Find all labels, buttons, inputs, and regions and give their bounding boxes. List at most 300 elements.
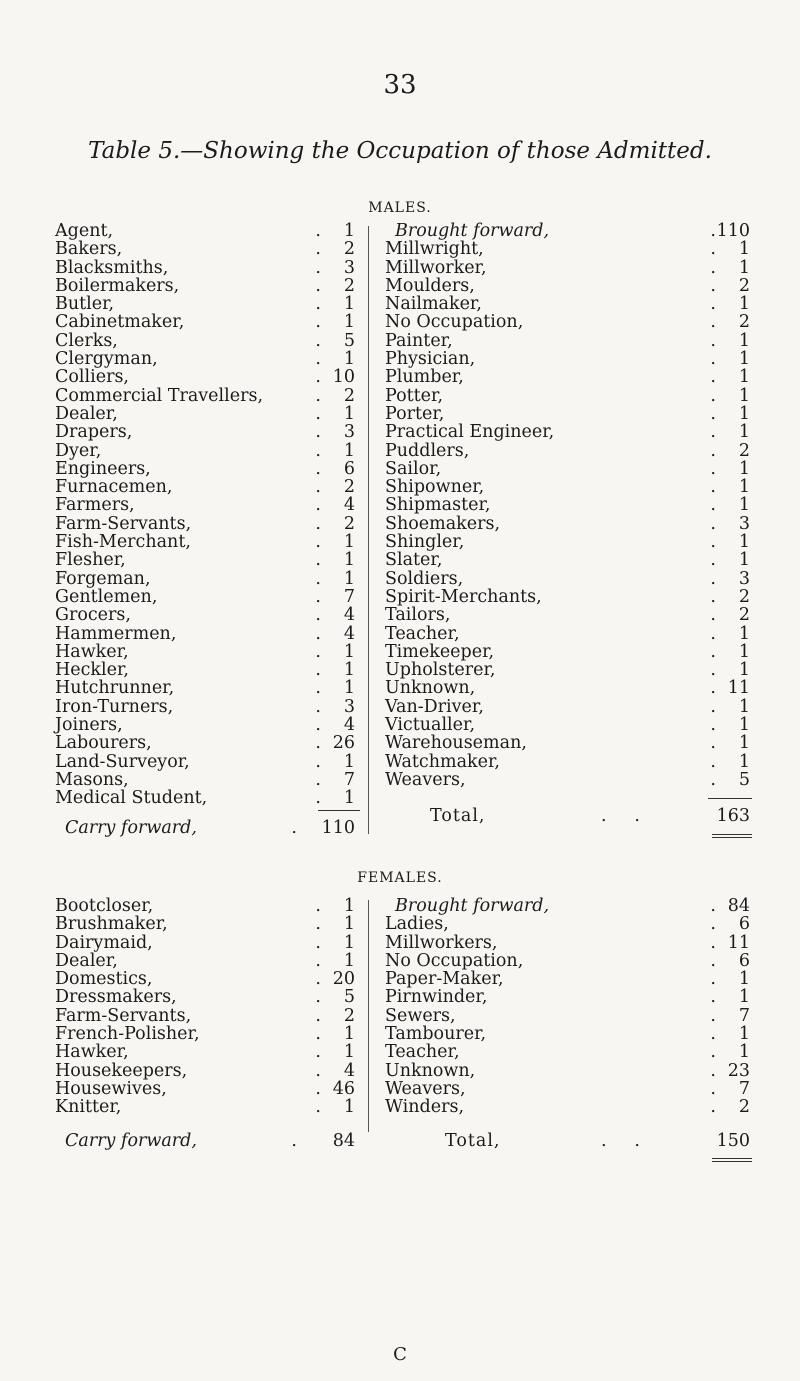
occupation-label: Weavers, (385, 769, 466, 790)
leader-dot: . (710, 422, 716, 443)
occupation-count: 3 (343, 257, 355, 278)
occupation-label: Hammermen, (55, 623, 177, 644)
table-row (55, 897, 355, 915)
leader-dot: . (315, 294, 321, 315)
occupation-label: Grocers, (55, 605, 131, 626)
occupation-count: 1 (343, 221, 355, 241)
occupation-label: Timekeeper, (385, 641, 495, 662)
occupation-count: 1 (738, 641, 750, 662)
table-row (385, 533, 750, 551)
table-row (385, 368, 750, 386)
occupation-label: Millwright, (385, 239, 484, 260)
occupation-label: Masons, (55, 769, 129, 790)
occupation-count: 4 (343, 623, 355, 644)
occupation-count: 1 (343, 641, 355, 662)
table-row (55, 570, 355, 588)
occupation-label: Shipmaster, (385, 495, 491, 516)
leader-dot: . (315, 550, 321, 571)
leader-dot: . (710, 1005, 716, 1026)
leader-dot: . (710, 678, 716, 699)
occupation-label: Clerks, (55, 330, 118, 351)
leader-dot: . (315, 513, 321, 534)
occupation-count: 11 (727, 932, 750, 953)
table-row (385, 934, 750, 952)
table-row (385, 240, 750, 258)
occupation-count: 5 (738, 769, 750, 790)
occupation-label: Dressmakers, (55, 987, 177, 1008)
occupation-label: Nailmaker, (385, 294, 482, 315)
leader-dot: . (710, 477, 716, 498)
table-row (385, 1080, 750, 1098)
leader-dot: . (315, 1078, 321, 1099)
table-row (385, 405, 750, 423)
females-total-label: Total, (445, 1131, 501, 1151)
males-carry-forward-label: Carry forward, (65, 818, 197, 838)
leader-dot: . (315, 715, 321, 736)
occupation-label: Watchmaker, (385, 751, 500, 772)
leader-dot: . (315, 349, 321, 370)
occupation-label: Teacher, (385, 623, 460, 644)
table-title: Table 5.—Showing the Occupation of those Admitted. (88, 138, 712, 164)
table-row (385, 643, 750, 661)
leader-dot: . (315, 403, 321, 424)
occupation-label: Warehouseman, (385, 733, 527, 754)
occupation-count: 1 (343, 550, 355, 571)
leader-dot: . (710, 257, 716, 278)
females-total-row: Total, . . 150 (385, 1128, 750, 1154)
occupation-label: Housewives, (55, 1078, 167, 1099)
occupation-count: 1 (343, 678, 355, 699)
occupation-count: 11 (727, 678, 750, 699)
leader-dot: . (710, 1042, 716, 1063)
occupation-label: Porter, (385, 403, 445, 424)
males-carry-forward-value: 110 (321, 818, 355, 838)
table-row (385, 970, 750, 988)
leader-dot: . (710, 349, 716, 370)
occupation-label: Brought forward, (395, 221, 550, 241)
occupation-label: Bootcloser, (55, 896, 154, 916)
leader-dot: . (315, 385, 321, 406)
table-row (55, 460, 355, 478)
table-row (55, 588, 355, 606)
occupation-label: Potter, (385, 385, 444, 406)
table-row (385, 606, 750, 624)
occupation-label: Dealer, (55, 950, 118, 971)
occupation-count: 1 (343, 896, 355, 916)
occupation-count: 1 (343, 1024, 355, 1045)
table-row (55, 405, 355, 423)
occupation-label: Domestics, (55, 969, 153, 990)
males-total-label: Total, (430, 806, 486, 826)
leader-dot: . (315, 950, 321, 971)
table-row (385, 515, 750, 533)
leader-dot: . (710, 568, 716, 589)
table-row (55, 952, 355, 970)
occupation-count: 2 (738, 586, 750, 607)
leader-dot: . (315, 422, 321, 443)
occupation-count: 2 (343, 1005, 355, 1026)
table-row (55, 442, 355, 460)
table-row (385, 1062, 750, 1080)
leader-dot: . (710, 532, 716, 553)
occupation-label: Spirit-Merchants, (385, 586, 542, 607)
leader-dot: . (710, 495, 716, 516)
leader-dot: . (315, 969, 321, 990)
leader-dot: . (710, 641, 716, 662)
occupation-count: 1 (343, 932, 355, 953)
occupation-count: 7 (343, 769, 355, 790)
occupation-count: 1 (343, 914, 355, 935)
table-row (55, 661, 355, 679)
leader-dot: . (710, 385, 716, 406)
leader-dot: . (315, 987, 321, 1008)
table-row (385, 332, 750, 350)
leader-dot: . (315, 221, 321, 241)
leader-dot: . (710, 660, 716, 681)
leader-dot: . (315, 1097, 321, 1118)
occupation-label: Dairymaid, (55, 932, 153, 953)
occupation-label: Heckler, (55, 660, 129, 681)
females-carry-forward-row: Carry forward, . 84 (55, 1128, 355, 1154)
occupation-count: 1 (738, 477, 750, 498)
table-row (385, 734, 750, 752)
males-carry-forward-row: Carry forward, . 110 (65, 818, 355, 838)
occupation-label: Plumber, (385, 367, 464, 388)
occupation-label: Brushmaker, (55, 914, 168, 935)
occupation-count: 1 (738, 257, 750, 278)
table-row (55, 1025, 355, 1043)
leader-dot: . (710, 623, 716, 644)
table-row (55, 698, 355, 716)
females-total-value: 150 (716, 1131, 750, 1151)
occupation-label: Furnacemen, (55, 477, 173, 498)
occupation-count: 110 (716, 221, 750, 241)
leader-dot: . (710, 950, 716, 971)
table-row (55, 606, 355, 624)
occupation-count: 4 (343, 715, 355, 736)
leader-dot: . (315, 641, 321, 662)
males-left-rule (318, 810, 360, 811)
table-row (385, 1098, 750, 1116)
occupation-count: 1 (343, 1097, 355, 1118)
occupation-count: 1 (738, 532, 750, 553)
leader-dot: . (315, 367, 321, 388)
occupation-label: Joiners, (55, 715, 123, 736)
occupation-label: Ladies, (385, 914, 449, 935)
occupation-count: 1 (738, 403, 750, 424)
leader-dot: . (315, 605, 321, 626)
table-row (55, 716, 355, 734)
occupation-count: 6 (738, 950, 750, 971)
leader-dot: . (710, 367, 716, 388)
leader-dot: . (315, 660, 321, 681)
occupation-count: 2 (343, 239, 355, 260)
females-left-column (55, 897, 355, 1117)
occupation-count: 1 (738, 458, 750, 479)
leader-dot: . (315, 678, 321, 699)
occupation-label: Shingler, (385, 532, 465, 553)
table-row (385, 679, 750, 697)
table-row (55, 277, 355, 295)
leader-dot: . (710, 715, 716, 736)
leader-dot: . (315, 458, 321, 479)
table-row (385, 1043, 750, 1061)
occupation-count: 1 (738, 660, 750, 681)
leader-dot: . (315, 586, 321, 607)
table-row (385, 350, 750, 368)
occupation-label: Farmers, (55, 495, 135, 516)
table-row (385, 661, 750, 679)
table-row (385, 496, 750, 514)
occupation-label: Paper-Maker, (385, 969, 504, 990)
leader-dot: . (315, 1005, 321, 1026)
occupation-label: Moulders, (385, 275, 475, 296)
occupation-label: Pirnwinder, (385, 987, 488, 1008)
occupation-count: 1 (738, 715, 750, 736)
occupation-count: 1 (738, 349, 750, 370)
leader-dot: . (315, 1060, 321, 1081)
occupation-label: Millworkers, (385, 932, 498, 953)
occupation-label: Weavers, (385, 1078, 466, 1099)
occupation-label: Teacher, (385, 1042, 460, 1063)
occupation-count: 1 (343, 660, 355, 681)
leader-dot: . (315, 932, 321, 953)
occupation-count: 7 (343, 586, 355, 607)
table-row (385, 277, 750, 295)
occupation-label: Painter, (385, 330, 453, 351)
occupation-label: Dealer, (55, 403, 118, 424)
table-row (55, 1080, 355, 1098)
table-row (385, 952, 750, 970)
leader-dot: . (315, 623, 321, 644)
table-row (55, 934, 355, 952)
occupation-label: Shipowner, (385, 477, 485, 498)
leader-dot: . (315, 788, 321, 809)
occupation-count: 4 (343, 605, 355, 626)
leader-dot: . (710, 1060, 716, 1081)
occupation-count: 3 (738, 513, 750, 534)
table-row (385, 588, 750, 606)
occupation-count: 3 (738, 568, 750, 589)
leader-dot: . (710, 403, 716, 424)
occupation-count: 2 (343, 385, 355, 406)
occupation-label: Housekeepers, (55, 1060, 188, 1081)
females-total-double-rule (712, 1158, 752, 1162)
occupation-label: Unknown, (385, 1060, 476, 1081)
leader-dot: . (710, 513, 716, 534)
table-row (55, 915, 355, 933)
leader-dot: . (315, 495, 321, 516)
leader-dot: . (710, 733, 716, 754)
table-row (385, 295, 750, 313)
leader-dot: . (710, 1024, 716, 1045)
occupation-count: 6 (343, 458, 355, 479)
leader-dot: . (315, 733, 321, 754)
occupation-count: 1 (738, 385, 750, 406)
table-row (55, 423, 355, 441)
occupation-count: 1 (738, 969, 750, 990)
occupation-label: Medical Student, (55, 788, 208, 809)
table-row (55, 259, 355, 277)
table-row (55, 533, 355, 551)
occupation-label: Dyer, (55, 440, 102, 461)
occupation-count: 1 (343, 532, 355, 553)
table-row (385, 442, 750, 460)
table-row (55, 332, 355, 350)
occupation-count: 1 (343, 1042, 355, 1063)
occupation-count: 1 (343, 294, 355, 315)
occupation-count: 1 (738, 1042, 750, 1063)
occupation-count: 84 (727, 896, 750, 916)
occupation-label: Knitter, (55, 1097, 122, 1118)
occupation-label: Engineers, (55, 458, 151, 479)
males-total-double-rule (712, 834, 752, 838)
table-row (385, 698, 750, 716)
occupation-count: 6 (738, 914, 750, 935)
occupation-label: Cabinetmaker, (55, 312, 185, 333)
occupation-count: 1 (343, 440, 355, 461)
occupation-count: 1 (343, 751, 355, 772)
table-row (385, 313, 750, 331)
occupation-count: 1 (738, 550, 750, 571)
females-carry-forward-label: Carry forward, (65, 1131, 197, 1151)
leader-dot: . (710, 696, 716, 717)
occupation-label: Gentlemen, (55, 586, 158, 607)
table-row (55, 771, 355, 789)
leader-dot: . (710, 440, 716, 461)
leader-dot: . (315, 330, 321, 351)
occupation-label: Millworker, (385, 257, 487, 278)
occupation-count: 7 (738, 1005, 750, 1026)
table-row (385, 222, 750, 240)
leader-dot: . (315, 751, 321, 772)
occupation-label: Butler, (55, 294, 115, 315)
leader-dot: . (315, 275, 321, 296)
occupation-label: Agent, (55, 221, 114, 241)
occupation-label: Brought forward, (395, 896, 550, 916)
table-row (385, 1025, 750, 1043)
occupation-count: 1 (343, 349, 355, 370)
occupation-label: Physician, (385, 349, 476, 370)
leader-dot: . (710, 751, 716, 772)
occupation-count: 1 (343, 312, 355, 333)
table-row (385, 478, 750, 496)
table-row (55, 643, 355, 661)
occupation-label: No Occupation, (385, 312, 524, 333)
occupation-label: Land-Surveyor, (55, 751, 190, 772)
occupation-count: 1 (343, 403, 355, 424)
table-row (55, 478, 355, 496)
table-row (55, 350, 355, 368)
page-number: 33 (383, 70, 417, 100)
table-row (385, 423, 750, 441)
occupation-count: 2 (738, 275, 750, 296)
table-row (55, 222, 355, 240)
column-divider (368, 900, 369, 1132)
table-row (55, 515, 355, 533)
table-row (385, 551, 750, 569)
leader-dot: . (710, 330, 716, 351)
occupation-count: 2 (738, 440, 750, 461)
leader-dot: . (710, 239, 716, 260)
table-row (385, 1007, 750, 1025)
table-row (385, 988, 750, 1006)
males-left-column (55, 222, 355, 808)
occupation-label: Farm-Servants, (55, 1005, 192, 1026)
occupation-label: Hawker, (55, 641, 129, 662)
occupation-count: 2 (343, 275, 355, 296)
leader-dot: . (315, 914, 321, 935)
occupation-count: 1 (738, 422, 750, 443)
table-row (55, 1043, 355, 1061)
occupation-count: 1 (738, 623, 750, 644)
occupation-label: Hawker, (55, 1042, 129, 1063)
occupation-count: 7 (738, 1078, 750, 1099)
occupation-count: 1 (738, 733, 750, 754)
table-row (55, 753, 355, 771)
leader-dot: . (315, 477, 321, 498)
leader-dot: . (315, 1042, 321, 1063)
occupation-count: 1 (343, 788, 355, 809)
leader-dot: . (710, 221, 716, 241)
table-row (385, 460, 750, 478)
males-total-row: Total, . . 163 (430, 806, 750, 826)
occupation-count: 4 (343, 495, 355, 516)
occupation-label: Van-Driver, (385, 696, 484, 717)
occupation-count: 46 (332, 1078, 355, 1099)
occupation-label: Puddlers, (385, 440, 470, 461)
occupation-count: 4 (343, 1060, 355, 1081)
leader-dot: . (315, 239, 321, 260)
leader-dot: . (710, 1078, 716, 1099)
table-row (55, 789, 355, 807)
table-row (55, 496, 355, 514)
leader-dot: . (315, 696, 321, 717)
occupation-count: 1 (738, 696, 750, 717)
females-heading: FEMALES. (357, 870, 443, 886)
occupation-label: Practical Engineer, (385, 422, 555, 443)
signature-letter: C (393, 1344, 407, 1365)
occupation-count: 1 (738, 495, 750, 516)
occupation-label: Clergyman, (55, 349, 158, 370)
occupation-count: 1 (738, 751, 750, 772)
occupation-count: 1 (738, 239, 750, 260)
occupation-label: Commercial Travellers, (55, 385, 264, 406)
females-carry-forward-value: 84 (332, 1131, 355, 1151)
occupation-count: 1 (738, 330, 750, 351)
leader-dot: . (315, 568, 321, 589)
table-row (55, 1062, 355, 1080)
occupation-count: 23 (727, 1060, 750, 1081)
occupation-label: Blacksmiths, (55, 257, 169, 278)
occupation-label: Tailors, (385, 605, 451, 626)
leader-dot: . (710, 586, 716, 607)
occupation-label: Sewers, (385, 1005, 456, 1026)
occupation-label: Tambourer, (385, 1024, 487, 1045)
occupation-count: 5 (343, 330, 355, 351)
occupation-count: 1 (343, 568, 355, 589)
leader-dot: . (315, 1024, 321, 1045)
leader-dot: . (710, 294, 716, 315)
occupation-label: Soldiers, (385, 568, 464, 589)
occupation-count: 2 (343, 477, 355, 498)
occupation-label: Labourers, (55, 733, 152, 754)
occupation-label: Bakers, (55, 239, 123, 260)
table-row (55, 734, 355, 752)
leader-dot: . (315, 440, 321, 461)
table-row (385, 915, 750, 933)
occupation-label: French-Polisher, (55, 1024, 200, 1045)
